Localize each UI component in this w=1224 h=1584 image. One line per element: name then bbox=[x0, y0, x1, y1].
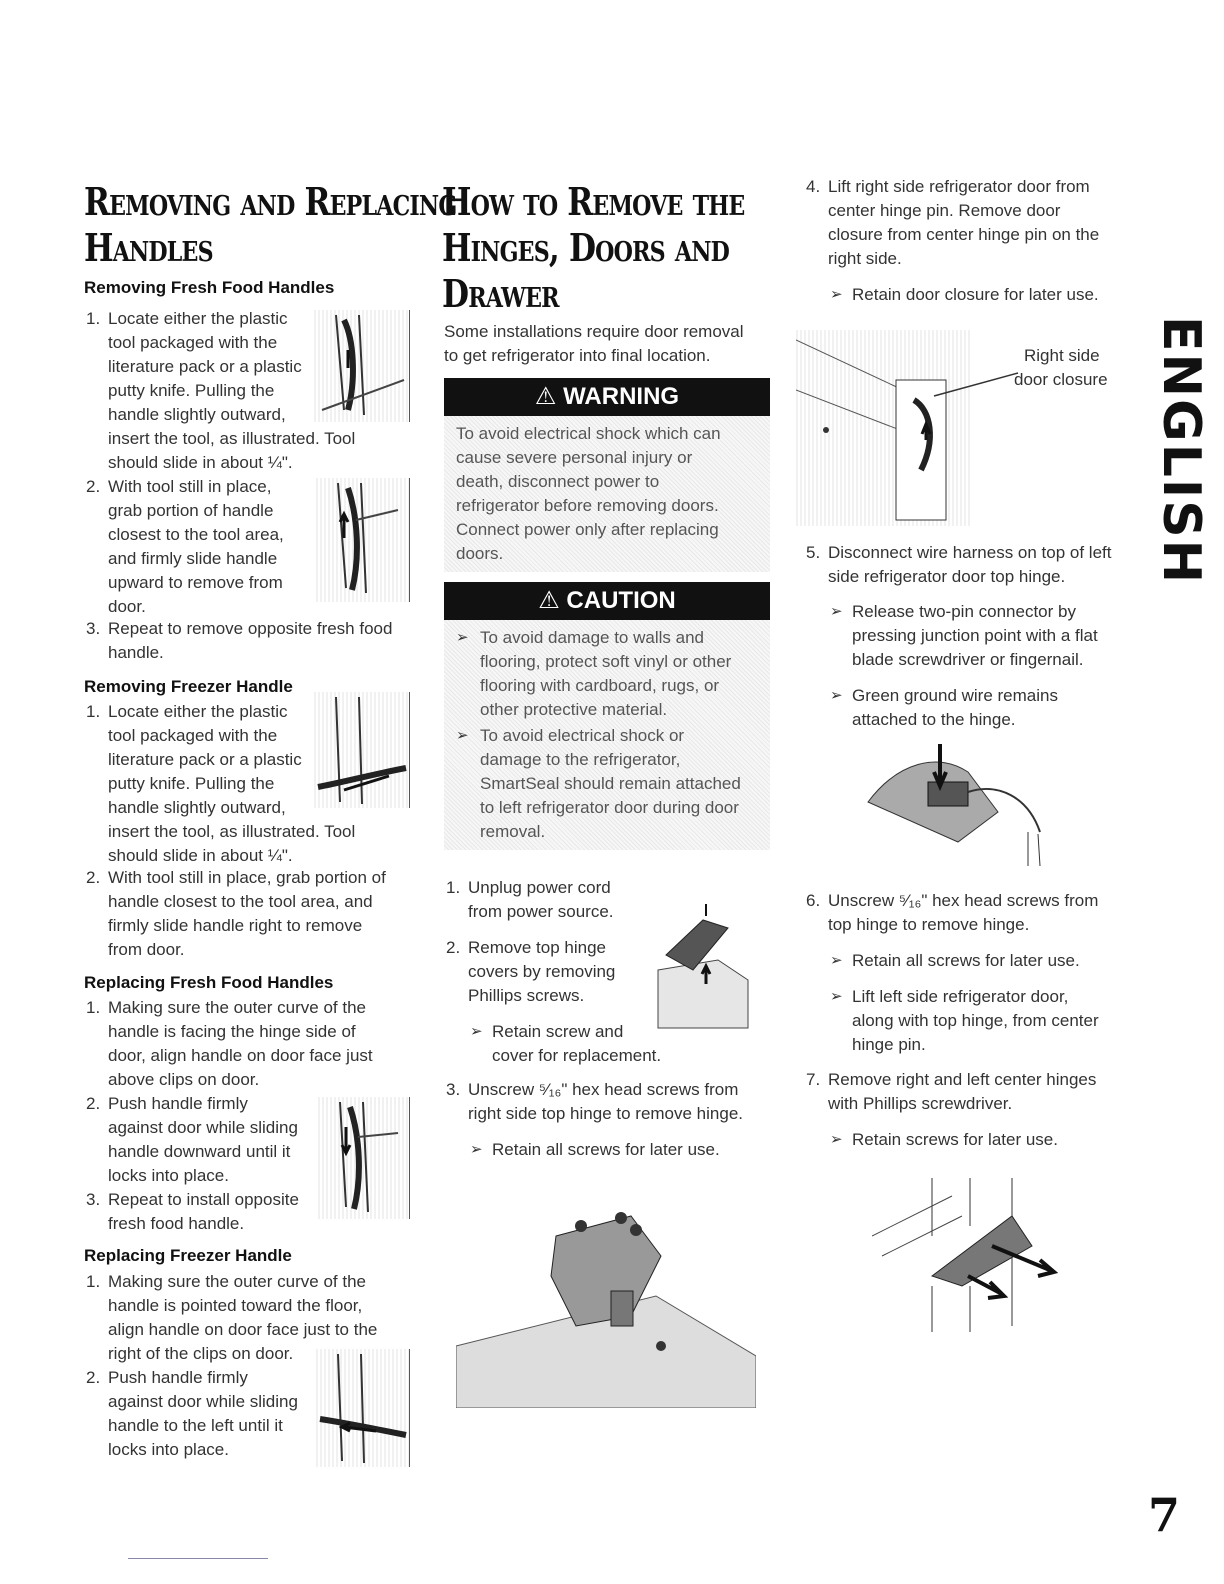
step-sub-text bbox=[852, 1128, 1058, 1152]
step-number: 2. bbox=[86, 1368, 101, 1387]
text-line: and firmly slide handle bbox=[108, 549, 278, 568]
text-line: closest to the tool area, bbox=[108, 525, 284, 544]
text-line: Connect power only after replacing bbox=[456, 520, 719, 539]
illustration-hinge-cover bbox=[648, 900, 754, 1030]
step-number: 1. bbox=[86, 1272, 101, 1291]
text-line: Retain all screws for later use. bbox=[852, 951, 1080, 970]
step-number: 4. bbox=[806, 177, 821, 196]
text-line: firmly slide handle right to remove bbox=[108, 916, 363, 935]
step-text bbox=[828, 175, 1099, 271]
text-line: removal. bbox=[480, 822, 546, 841]
text-line: grab portion of handle bbox=[108, 501, 274, 520]
section-title-hinges-line3: Drawer bbox=[442, 271, 559, 316]
step-sub-text bbox=[852, 283, 1099, 307]
section-title-handles-line1: Removing and Replacing bbox=[84, 179, 457, 224]
text-line: Some installations require door removal bbox=[444, 322, 744, 341]
callout-label: door closure bbox=[1014, 370, 1108, 389]
warning-banner: ⚠ WARNING bbox=[444, 378, 770, 416]
bullet-arrow: ➢ bbox=[470, 1141, 483, 1158]
text-line: pressing junction point with a flat bbox=[852, 626, 1098, 645]
step-text bbox=[468, 936, 615, 1008]
text-line: Repeat to install opposite bbox=[108, 1190, 299, 1209]
step-sub-text bbox=[852, 985, 1099, 1057]
illustration-wire-harness bbox=[858, 742, 1044, 868]
step-text bbox=[108, 617, 392, 665]
step-number: 5. bbox=[806, 543, 821, 562]
text-line: putty knife. Pulling the bbox=[108, 381, 275, 400]
step-text bbox=[828, 889, 1098, 937]
text-line: covers by removing bbox=[468, 962, 616, 981]
text-line: door, align handle on door face just bbox=[108, 1046, 373, 1065]
step-text bbox=[108, 866, 386, 962]
text-line: Release two-pin connector by bbox=[852, 602, 1076, 621]
illustration-top-hinge bbox=[456, 1196, 756, 1408]
text-line: flooring with cardboard, rugs, or bbox=[480, 676, 720, 695]
subheading-replacing-fresh-food: Replacing Fresh Food Handles bbox=[84, 973, 334, 992]
text-line: Retain screws for later use. bbox=[852, 1130, 1058, 1149]
text-line: cover for replacement. bbox=[492, 1046, 662, 1065]
step-number: 1. bbox=[446, 878, 461, 897]
step-number: 6. bbox=[806, 891, 821, 910]
text-line: Retain screw and bbox=[492, 1022, 624, 1041]
language-tab bbox=[1148, 315, 1214, 586]
step-text bbox=[108, 1092, 298, 1188]
text-line: Retain all screws for later use. bbox=[492, 1140, 720, 1159]
text-line: handle slightly outward, bbox=[108, 798, 286, 817]
text-line: align handle on door face just to the bbox=[108, 1320, 378, 1339]
text-line: from door. bbox=[108, 940, 185, 959]
text-line: damage to the refrigerator, bbox=[480, 750, 681, 769]
illustration-freezer-handle-install bbox=[316, 1349, 410, 1467]
intro-text bbox=[444, 320, 744, 368]
text-line: upward to remove from bbox=[108, 573, 283, 592]
section-title-handles-line2: Handles bbox=[84, 225, 213, 270]
text-line: To avoid electrical shock or bbox=[480, 726, 685, 745]
bullet-arrow: ➢ bbox=[456, 629, 469, 646]
text-line: should slide in about ¼". bbox=[108, 453, 293, 472]
text-line: Unscrew ⁵⁄₁₆" hex head screws from bbox=[468, 1080, 739, 1099]
step-number: 1. bbox=[86, 702, 101, 721]
text-line: cause severe personal injury or bbox=[456, 448, 693, 467]
text-line: blade screwdriver or fingernail. bbox=[852, 650, 1084, 669]
step-text bbox=[828, 1068, 1096, 1116]
illustration-door-closure bbox=[796, 330, 971, 526]
text-line: hinge pin. bbox=[852, 1035, 926, 1054]
text-line: should slide in about ¼". bbox=[108, 846, 293, 865]
text-line: attached to the hinge. bbox=[852, 710, 1016, 729]
text-line: center hinge pin. Remove door bbox=[828, 201, 1061, 220]
step-number: 1. bbox=[86, 998, 101, 1017]
text-line: right side top hinge to remove hinge. bbox=[468, 1104, 744, 1123]
warning-text bbox=[456, 422, 721, 566]
caution-text-2 bbox=[480, 724, 741, 844]
text-line: flooring, protect soft vinyl or other bbox=[480, 652, 732, 671]
bullet-arrow: ➢ bbox=[830, 687, 843, 704]
bullet-arrow: ➢ bbox=[470, 1023, 483, 1040]
footer-rule bbox=[128, 1558, 268, 1559]
text-line: against door while sliding bbox=[108, 1392, 298, 1411]
text-line: Making sure the outer curve of the bbox=[108, 1272, 366, 1291]
callout-label: Right side bbox=[1024, 346, 1100, 365]
text-line: Repeat to remove opposite fresh food bbox=[108, 619, 393, 638]
text-line: to left refrigerator door during door bbox=[480, 798, 739, 817]
text-line: Green ground wire remains bbox=[852, 686, 1058, 705]
illustration-fresh-handle-tool bbox=[314, 310, 410, 422]
text-line: with Phillips screwdriver. bbox=[828, 1094, 1013, 1113]
step-text bbox=[108, 475, 284, 619]
text-line: SmartSeal should remain attached bbox=[480, 774, 741, 793]
text-line: door. bbox=[108, 597, 146, 616]
language-tab-label: ENGLISH bbox=[1151, 316, 1211, 586]
step-text bbox=[828, 541, 1111, 589]
text-line: Locate either the plastic bbox=[108, 309, 288, 328]
step-number: 3. bbox=[86, 1190, 101, 1209]
text-line: Unscrew ⁵⁄₁₆" hex head screws from bbox=[828, 891, 1099, 910]
text-line: handle slightly outward, bbox=[108, 405, 286, 424]
text-line: Unplug power cord bbox=[468, 878, 611, 897]
step-text bbox=[108, 1366, 298, 1462]
text-line: refrigerator before removing doors. bbox=[456, 496, 719, 515]
text-line: other protective material. bbox=[480, 700, 668, 719]
text-line: To avoid electrical shock which can bbox=[456, 424, 721, 443]
callout-leader-line bbox=[930, 370, 1020, 400]
step-number: 7. bbox=[806, 1070, 821, 1089]
step-number: 2. bbox=[86, 477, 101, 496]
text-line: To avoid damage to walls and bbox=[480, 628, 704, 647]
text-line: With tool still in place, bbox=[108, 477, 272, 496]
section-title-hinges-line2: Hinges, Doors and bbox=[442, 225, 730, 270]
step-text bbox=[108, 996, 373, 1092]
text-line: handle is pointed toward the floor, bbox=[108, 1296, 363, 1315]
step-text bbox=[108, 1188, 299, 1236]
text-line: Disconnect wire harness on top of left bbox=[828, 543, 1112, 562]
text-line: Remove top hinge bbox=[468, 938, 606, 957]
illustration-fresh-handle-install bbox=[318, 1097, 410, 1219]
bullet-arrow: ➢ bbox=[830, 988, 843, 1005]
text-line: Push handle firmly bbox=[108, 1368, 248, 1387]
subheading-removing-fresh-food: Removing Fresh Food Handles bbox=[84, 278, 335, 297]
text-line: putty knife. Pulling the bbox=[108, 774, 275, 793]
text-line: tool packaged with the bbox=[108, 333, 278, 352]
bullet-arrow: ➢ bbox=[830, 1131, 843, 1148]
step-number: 1. bbox=[86, 309, 101, 328]
step-number: 3. bbox=[446, 1080, 461, 1099]
text-line: along with top hinge, from center bbox=[852, 1011, 1099, 1030]
text-line: locks into place. bbox=[108, 1166, 229, 1185]
caution-text-1 bbox=[480, 626, 731, 722]
bullet-arrow: ➢ bbox=[830, 286, 843, 303]
text-line: right of the clips on door. bbox=[108, 1344, 294, 1363]
text-line: With tool still in place, grab portion of bbox=[108, 868, 386, 887]
section-title-hinges-line1: How to Remove the bbox=[442, 179, 745, 224]
caution-banner: ⚠ CAUTION bbox=[444, 582, 770, 620]
text-line: Remove right and left center hinges bbox=[828, 1070, 1097, 1089]
text-line: Retain door closure for later use. bbox=[852, 285, 1099, 304]
page-number: 7 bbox=[1148, 1488, 1181, 1542]
text-line: Making sure the outer curve of the bbox=[108, 998, 366, 1017]
step-text bbox=[468, 876, 614, 924]
text-line: locks into place. bbox=[108, 1440, 229, 1459]
step-number: 3. bbox=[86, 619, 101, 638]
step-number: 2. bbox=[446, 938, 461, 957]
text-line: above clips on door. bbox=[108, 1070, 260, 1089]
text-line: right side. bbox=[828, 249, 902, 268]
subheading-removing-freezer: Removing Freezer Handle bbox=[84, 677, 293, 696]
text-line: top hinge to remove hinge. bbox=[828, 915, 1030, 934]
text-line: Locate either the plastic bbox=[108, 702, 288, 721]
text-line: handle to the left until it bbox=[108, 1416, 283, 1435]
bullet-arrow: ➢ bbox=[830, 952, 843, 969]
text-line: Push handle firmly bbox=[108, 1094, 248, 1113]
bullet-arrow: ➢ bbox=[830, 603, 843, 620]
text-line: insert the tool, as illustrated. Tool bbox=[108, 429, 356, 448]
step-number: 2. bbox=[86, 1094, 101, 1113]
illustration-center-hinge bbox=[872, 1176, 1058, 1334]
bullet-arrow: ➢ bbox=[456, 727, 469, 744]
step-text bbox=[468, 1078, 743, 1126]
text-line: side refrigerator door top hinge. bbox=[828, 567, 1066, 586]
subheading-replacing-freezer: Replacing Freezer Handle bbox=[84, 1246, 292, 1265]
step-number: 2. bbox=[86, 868, 101, 887]
text-line: Lift right side refrigerator door from bbox=[828, 177, 1090, 196]
text-line: tool packaged with the bbox=[108, 726, 278, 745]
step-sub-text bbox=[492, 1138, 720, 1162]
text-line: literature pack or a plastic bbox=[108, 750, 302, 769]
text-line: insert the tool, as illustrated. Tool bbox=[108, 822, 356, 841]
text-line: to get refrigerator into final location. bbox=[444, 346, 711, 365]
step-sub-text bbox=[492, 1020, 661, 1068]
text-line: against door while sliding bbox=[108, 1118, 298, 1137]
text-line: death, disconnect power to bbox=[456, 472, 660, 491]
step-sub-text bbox=[852, 949, 1080, 973]
text-line: handle is facing the hinge side of bbox=[108, 1022, 356, 1041]
text-line: Lift left side refrigerator door, bbox=[852, 987, 1069, 1006]
illustration-fresh-handle-slide bbox=[316, 478, 410, 602]
step-sub-text bbox=[852, 684, 1058, 732]
text-line: literature pack or a plastic bbox=[108, 357, 302, 376]
text-line: handle downward until it bbox=[108, 1142, 291, 1161]
illustration-freezer-handle-tool bbox=[314, 692, 410, 808]
text-line: handle. bbox=[108, 643, 164, 662]
text-line: doors. bbox=[456, 544, 504, 563]
text-line: handle closest to the tool area, and bbox=[108, 892, 373, 911]
step-sub-text bbox=[852, 600, 1098, 672]
text-line: from power source. bbox=[468, 902, 614, 921]
text-line: fresh food handle. bbox=[108, 1214, 245, 1233]
text-line: closure from center hinge pin on the bbox=[828, 225, 1100, 244]
text-line: Phillips screws. bbox=[468, 986, 585, 1005]
